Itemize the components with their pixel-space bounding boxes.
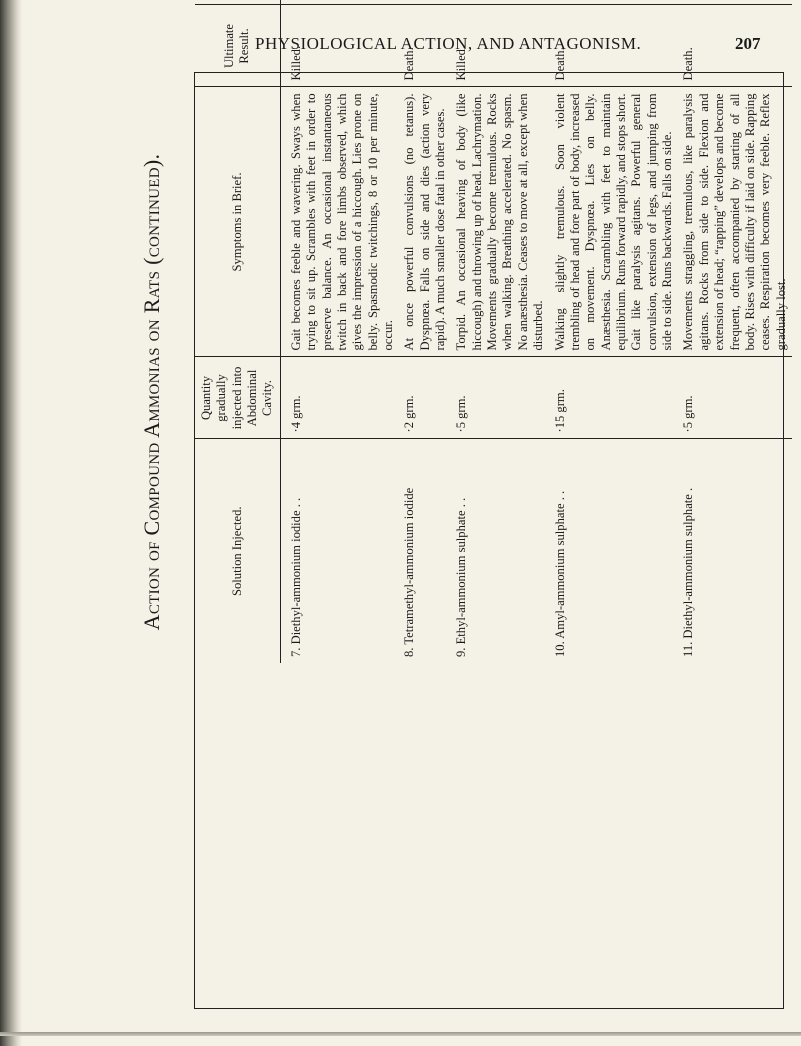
quantity-cell: ·5 grm. xyxy=(678,357,792,439)
post-mortem-cell xyxy=(678,0,792,5)
post-mortem-cell xyxy=(451,0,549,5)
table-row xyxy=(399,0,451,663)
solution-cell: 9. Ethyl-ammonium sulphate . . xyxy=(454,497,469,657)
column-header-quantity: Quantity gradually injected into Abdominal Cavity. xyxy=(195,357,280,439)
table-caption-wrap xyxy=(132,72,172,712)
table-row xyxy=(280,0,399,663)
symptoms-cell: Torpid. An occasional heaving of body (like hiccough) and throwing up of head. Lachrymation. Movements gradually become tremulous. Rocks when walking. Breathing accelerated. No spasm. No anæsthesia. Ceases to move at all, except when disturbed. xyxy=(451,87,549,357)
running-title: PHYSIOLOGICAL ACTION, AND ANTAGONISM. xyxy=(255,34,642,53)
column-header-solution: Solution Injected. xyxy=(195,439,280,663)
solution-cell: 11. Diethyl-ammonium sulphate . xyxy=(681,487,696,657)
page-number: 207 xyxy=(735,34,761,53)
solution-cell: 7. Diethyl-ammonium iodide . . xyxy=(288,497,303,657)
column-header-post-mortem xyxy=(195,0,280,5)
symptoms-cell: Gait becomes feeble and wavering. Sways when trying to sit up. Scrambles with feet in order to preserve balance. An occasional instantaneous twitch in back and fore limbs observed, which gives the impression of a hiccough. Lies prone on belly. Spasmodic twitchings, 8 or 10 per minute, occur. xyxy=(280,87,399,357)
table-row xyxy=(678,0,792,663)
solution-cell: 10. Amyl-ammonium sulphate . . xyxy=(552,490,567,657)
symptoms-cell: At once powerful convulsions (no tetanus). Dyspnœa. Falls on side and dies (action very rapid). A much smaller dose fatal in other cases. xyxy=(399,87,451,357)
symptoms-cell: Movements straggling, tremulous, like paralysis agitans. Rocks from side to side. Flexion and extension of head; “rapping” develops and become frequent, often accompanied by starting of all body. Rises with difficulty if laid on side. Rapping ceases. Respiration becomes very feeble. Reflex gradually lost. xyxy=(678,87,792,357)
symptoms-cell: Walking slightly tremulous. Soon violent trembling of head and fore part of body, increased on movement. Dyspnœa. Lies on belly. Anæsthesia. Scrambling with feet to maintain equilibrium. Runs forward rapidly, and stops short. Gait like paralysis agitans. Powerful general convulsion, extension of legs, and jumping from side to side. Runs backwards. Falls on side. xyxy=(550,87,679,357)
result-cell: Death. xyxy=(550,5,679,87)
quantity-cell: ·5 grm. xyxy=(451,357,549,439)
result-cell: Death. xyxy=(678,5,792,87)
page-binding-shadow xyxy=(0,0,22,1046)
post-mortem-cell xyxy=(280,0,399,5)
quantity-cell: ·4 grm. xyxy=(280,357,399,439)
solution-cell: 8. Tetramethyl-ammonium iodide xyxy=(402,487,417,657)
post-mortem-cell xyxy=(399,0,451,5)
quantity-cell: ·2 grm. xyxy=(399,357,451,439)
table-row xyxy=(451,0,549,663)
table-row xyxy=(550,0,679,663)
result-cell: Killed. xyxy=(280,5,399,87)
post-mortem-cell xyxy=(550,0,679,5)
data-table xyxy=(195,0,792,663)
result-cell: Death. xyxy=(399,5,451,87)
quantity-cell: ·15 grm. xyxy=(550,357,679,439)
rotated-table-container xyxy=(195,0,788,663)
table-caption: Action of Compound Ammonias on Rats (continued). xyxy=(139,153,164,631)
column-header-symptoms: Symptoms in Brief. xyxy=(195,87,280,357)
page-bottom-edge xyxy=(0,1032,801,1036)
result-cell: Killed. xyxy=(451,5,549,87)
column-header-result: Ultimate Result. xyxy=(195,5,280,87)
table-header-row xyxy=(195,0,280,663)
